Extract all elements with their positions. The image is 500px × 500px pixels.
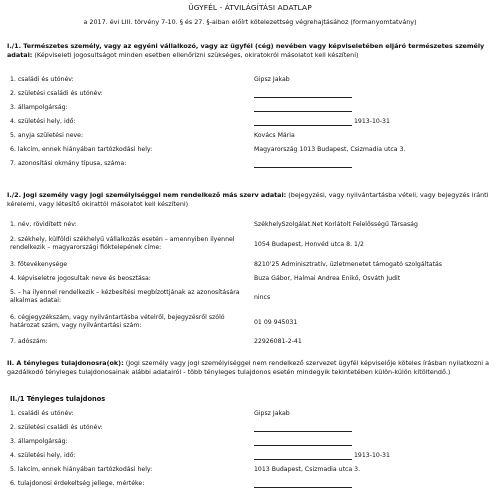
s2-label: 7. adószám: <box>10 338 48 345</box>
s1-label: 5. anyja születési neve: <box>10 132 84 139</box>
s2-label: 2. székhely, külföldi székhelyű vállalkozás esetén – amennyiben ilyennel rendelkezik – magyarországi fióktelepének címe: <box>10 236 235 252</box>
section-3-title-bold: II. A tényleges tulajdonosra(ok): <box>7 359 124 367</box>
form-subtitle: a 2017. évi LIII. törvény 7-10. § és 27. §-aiban előírt kötelezettség végrehajtásához (formanyomtatvány) <box>83 18 417 26</box>
s3-blank-field <box>254 438 352 446</box>
section-3-title <box>7 359 493 376</box>
s2-value: nincs <box>254 294 271 301</box>
s3-label: 6. tulajdonosi érdekeltség jellege, mértéke: <box>10 480 145 487</box>
section-2-title-note: (bejegyzési, vagy nyilvántartásba vételi, vagy bejegyzés iránti kérelemi, vagy létesítő okirattól másolatot kell készíteni) <box>7 191 489 208</box>
s3-label: 3. állampolgárság: <box>10 438 68 445</box>
s1-blank-field <box>254 160 352 168</box>
s3-blank-field <box>254 424 352 432</box>
s1-label: 2. születési családi és utónév: <box>10 90 103 97</box>
s3-label: 4. születési hely, idő: <box>10 452 76 459</box>
s2-value: 01 09 945031 <box>254 319 298 326</box>
s1-value: Gipsz Jakab <box>254 76 290 83</box>
s1-value <box>254 118 390 126</box>
s1-label: 1. családi és utónév: <box>10 76 74 83</box>
s2-value: Buza Gábor, Halmai Andrea Enikő, Osváth Judit <box>254 275 401 282</box>
s3-label: 2. születési családi és utónév: <box>10 424 103 431</box>
s3-label: 5. lakcím, ennek hiányában tartózkodási hely: <box>10 466 153 473</box>
s1-label: 7. azonosítási okmány típusa, száma: <box>10 160 127 167</box>
s1-label: 6. lakcím, ennek hiányában tartózkodási hely: <box>10 146 153 153</box>
s3-value <box>254 452 390 460</box>
section-2-title-bold: I./2. Jogi személy vagy jogi személyiséggel nem rendelkező más szerv adatai: <box>7 191 287 199</box>
s1-birth-date: 1913-10-31 <box>353 118 390 125</box>
s3-label: 1. családi és utónév: <box>10 410 74 417</box>
s2-value: SzékhelySzolgálat.Net Korlátolt Felelősségű Társaság <box>254 221 418 228</box>
s2-value: 8210'25 Adminisztratív, üzletmenetet támogató szolgáltatás <box>254 261 443 268</box>
s1-blank-field <box>254 104 352 112</box>
s2-label: 1. név, rövidített név: <box>10 221 77 228</box>
s3-blank-field <box>254 480 352 488</box>
form-title: ÜGYFÉL - ÁTVILÁGÍTÁSI ADATLAP <box>188 3 312 12</box>
s2-label: 6. cégjegyzékszám, vagy nyilvántartásba vételről, bejegyzésről szóló határozat szám, vagy nyilvántartási szám: <box>10 314 225 330</box>
s2-label: 3. főtevékenysége <box>10 261 68 268</box>
section-1-title <box>7 42 493 59</box>
s3-value: Gipsz Jakab <box>254 410 290 417</box>
section-3-title-note: (Jogi személy vagy jogi személyiséggel nem rendelkező szervezet ügyfél képviselője köteles írásban nyilatkozni a gazdálkodó tényleges tulajdonosainak alábbi adatairól - több tényleges tulajdonos esetén mindegyik tekintetében külön-külön kitöltendő.) <box>7 359 489 376</box>
s1-value: Kovács Mária <box>254 132 295 139</box>
s2-value: 1054 Budapest, Honvéd utca 8. 1/2 <box>254 241 364 248</box>
beneficial-owner-subtitle: II./1 Tényleges tulajdonos <box>10 395 106 403</box>
s2-value: 22926081-2-41 <box>254 338 302 345</box>
s1-label: 4. születési hely, idő: <box>10 118 76 125</box>
s1-label: 3. állampolgárság: <box>10 104 68 111</box>
s2-label: 4. képviseletre jogosultak neve és beosztása: <box>10 275 151 282</box>
section-2-title <box>7 191 493 208</box>
s2-label: 5. – ha ilyennel rendelkezik – kézbesítési megbízottjának az azonosítására alkalmas adatai: <box>10 289 240 305</box>
section-1-title-note: (Képviseleti jogosultságot minden esetben ellenőrizni szükséges, okiratokról másolatot kell készíteni) <box>34 50 359 59</box>
s3-value: 1013 Budapest, Csizmadia utca 3. <box>254 466 361 473</box>
s3-birth-date: 1913-10-31 <box>353 452 390 459</box>
s1-blank-field <box>254 90 352 98</box>
s1-value: Magyarország 1013 Budapest, Csizmadia utca 3. <box>254 146 406 153</box>
section-1-title-bold: I./1. Természetes személy, vagy az egyéni vállalkozó, vagy az ügyfél (cég) nevében vagy képviseletében eljáró természetes személy adatai: <box>7 42 485 59</box>
